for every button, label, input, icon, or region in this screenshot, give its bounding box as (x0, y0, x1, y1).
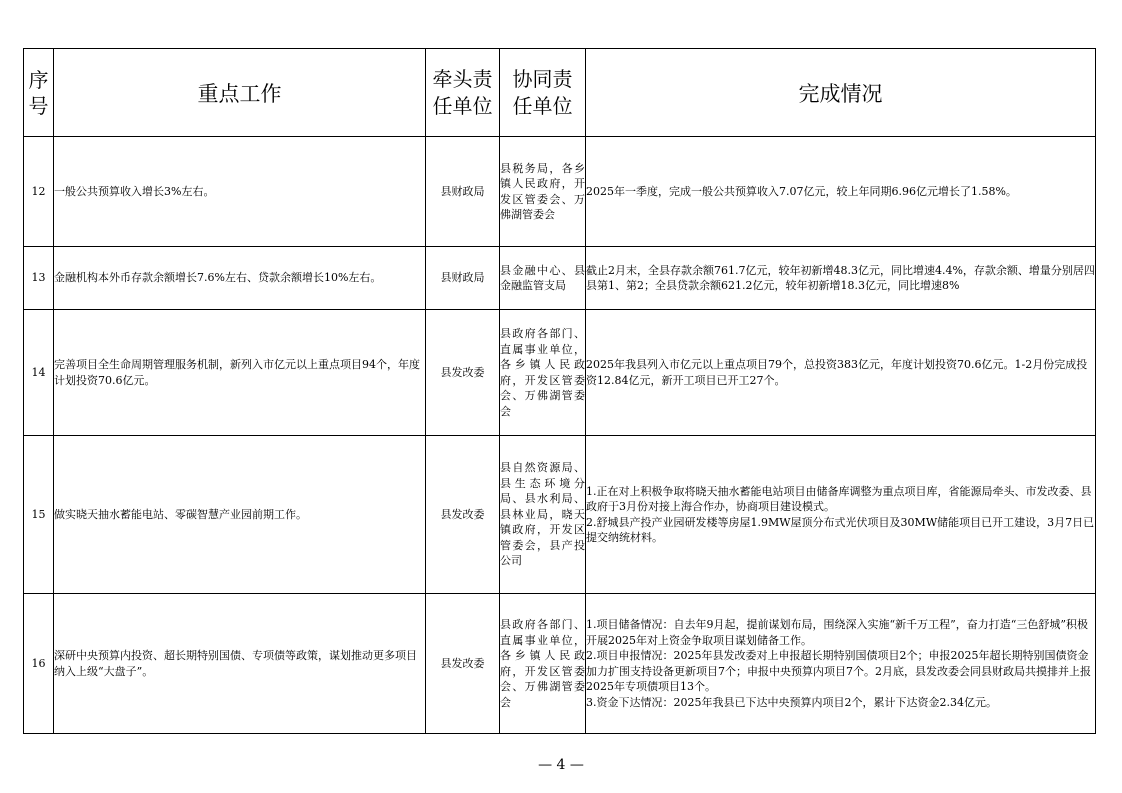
header-co-line1: 协同责 (512, 66, 573, 91)
row-task: 金融机构本外币存款余额增长7.6%左右、贷款余额增长10%左右。 (54, 247, 426, 310)
work-table (23, 48, 1096, 734)
row-status: 截止2月末，全县存款余额761.7亿元，较年初新增48.3亿元，同比增速4.4%，存款余额、增量分别居四县第1、第2；全县贷款余额621.2亿元，较年初新增18.3亿元，同比增速8% (586, 247, 1096, 310)
page-number: — 4 — (538, 757, 584, 773)
status-line: 2.舒城县产投产业园研发楼等房屋1.9MW屋顶分布式光伏项目及30MW储能项目已开工建设，3月7日已提交纳统材料。 (586, 515, 1095, 544)
row-task: 一般公共预算收入增长3%左右。 (54, 137, 426, 247)
header-lead-line2: 任单位 (432, 93, 493, 118)
header-co (500, 49, 586, 137)
table-row (24, 436, 1096, 594)
row-co: 县自然资源局、县生态环境分局、县水利局、县林业局，晓天镇政府，开发区管委会，县产投公司 (500, 436, 586, 594)
row-seq: 14 (24, 310, 54, 436)
header-status: 完成情况 (586, 49, 1096, 137)
row-lead: 县财政局 (426, 137, 500, 247)
header-lead (426, 49, 500, 137)
row-seq: 13 (24, 247, 54, 310)
row-status: 2025年我县列入市亿元以上重点项目79个，总投资383亿元，年度计划投资70.6亿元。1-2月份完成投资12.84亿元，新开工项目已开工27个。 (586, 310, 1096, 436)
status-line: 3.资金下达情况：2025年我县已下达中央预算内项目2个，累计下达资金2.34亿元。 (586, 695, 997, 709)
row-lead: 县发改委 (426, 310, 500, 436)
row-lead: 县发改委 (426, 436, 500, 594)
status-line: 1.项目储备情况：自去年9月起，提前谋划布局，围绕深入实施“新千万工程”，奋力打造“三色舒城”积极开展2025年对上资金争取项目谋划储备工作。 (586, 618, 1088, 647)
row-lead: 县发改委 (426, 594, 500, 734)
row-lead: 县财政局 (426, 247, 500, 310)
row-co: 县政府各部门、直属事业单位，各乡镇人民政府，开发区管委会、万佛湖管委会 (500, 594, 586, 734)
row-seq: 15 (24, 436, 54, 594)
status-line: 1.正在对上积极争取将晓天抽水蓄能电站项目由储备库调整为重点项目库，省能源局牵头、市发改委、县政府于3月份对接上海合作办，协商项目建设模式。 (586, 484, 1092, 513)
header-seq-line2: 号 (28, 93, 49, 118)
header-lead-line1: 牵头责 (432, 66, 493, 91)
row-seq: 12 (24, 137, 54, 247)
table-row (24, 137, 1096, 247)
status-line: 2.项目申报情况：2025年县发改委对上申报超长期特别国债项目2个；申报2025年超长期特别国债资金加力扩围支持设备更新项目7个；申报中央预算内项目7个。2月底，县发改委会同县财政局共摸排并上报2025年专项债项目13个。 (586, 649, 1091, 693)
header-co-line2: 任单位 (512, 93, 573, 118)
row-task: 完善项目全生命周期管理服务机制，新列入市亿元以上重点项目94个，年度计划投资70.6亿元。 (54, 310, 426, 436)
table-row (24, 247, 1096, 310)
row-status (586, 594, 1096, 734)
header-task: 重点工作 (54, 49, 426, 137)
table-row (24, 594, 1096, 734)
row-status (586, 436, 1096, 594)
row-task: 做实晓天抽水蓄能电站、零碳智慧产业园前期工作。 (54, 436, 426, 594)
header-seq-line1: 序 (28, 67, 49, 92)
header-row (24, 49, 1096, 137)
row-co: 县金融中心、县金融监管支局 (500, 247, 586, 310)
table-row (24, 310, 1096, 436)
row-co: 县政府各部门、直属事业单位，各乡镇人民政府，开发区管委会、万佛湖管委会 (500, 310, 586, 436)
row-co: 县税务局，各乡镇人民政府，开发区管委会、万佛湖管委会 (500, 137, 586, 247)
row-status: 2025年一季度，完成一般公共预算收入7.07亿元，较上年同期6.96亿元增长了1.58%。 (586, 137, 1096, 247)
header-seq (24, 49, 54, 137)
row-task: 深研中央预算内投资、超长期特别国债、专项债等政策，谋划推动更多项目纳入上级“大盘子”。 (54, 594, 426, 734)
row-seq: 16 (24, 594, 54, 734)
